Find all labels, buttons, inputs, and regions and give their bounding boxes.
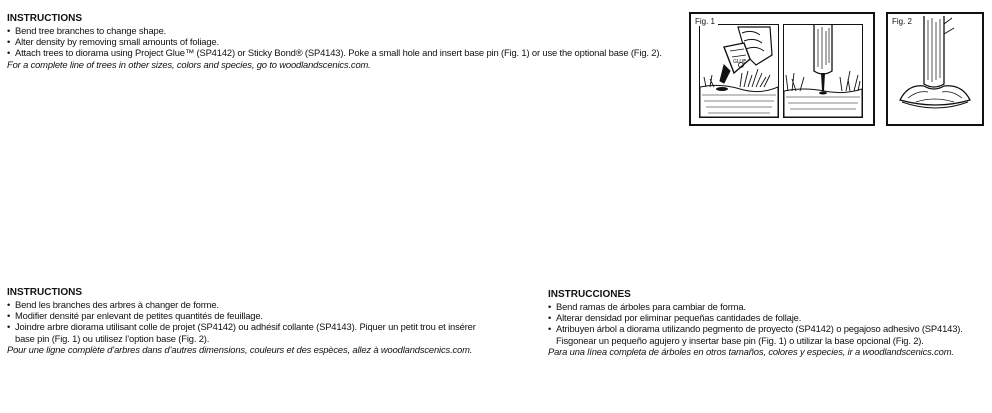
footer-note: Pour une ligne complète d’arbres dans d’autres dimensions, couleurs et des espèces, allez à woodlandscenics.com. <box>7 343 473 355</box>
list-item: • Modifier densité par enlevant de petites quantités de feuillage. <box>7 310 477 321</box>
list-item: • Bend tree branches to change shape. <box>7 25 677 36</box>
footer-note: Para una línea completa de árboles en otros tamaños, colores y especies, ir a woodlandscenics.com. <box>548 345 954 357</box>
figure-1 <box>689 12 875 126</box>
instructions-list <box>7 25 677 59</box>
glue-bottle-illustration <box>700 25 778 117</box>
figure-1-label: Fig. 1 <box>695 17 718 26</box>
instructions-spanish <box>548 289 984 357</box>
figure-1-panel-pin <box>783 24 863 118</box>
instructions-list <box>7 299 477 344</box>
instructions-list <box>548 301 984 346</box>
figure-1-panel-glue <box>699 24 779 118</box>
base-pin-illustration <box>784 25 862 117</box>
instructions-heading: INSTRUCCIONES <box>548 289 631 300</box>
list-item: • Alter density by removing small amounts of foliage. <box>7 36 677 47</box>
list-item: • Alterar densidad por eliminar pequeñas cantidades de follaje. <box>548 312 984 323</box>
list-item: • Bend les branches des arbres à changer de forme. <box>7 299 477 310</box>
footer-note: For a complete line of trees in other sizes, colors and species, go to woodlandscenics.com. <box>7 58 371 70</box>
figure-2-label: Fig. 2 <box>892 17 915 26</box>
instructions-heading: INSTRUCTIONS <box>7 287 82 298</box>
list-item: • Bend ramas de árboles para cambiar de forma. <box>548 301 984 312</box>
list-item: • Joindre arbre diorama utilisant colle de projet (SP4142) ou adhésif collante (SP4143). Piquer un petit trou et insérer base pin (Fig. 1) ou utilisez l’option base (Fig. 2). <box>7 321 477 343</box>
instructions-english <box>7 13 677 70</box>
instructions-heading: INSTRUCTIONS <box>7 13 82 24</box>
list-item: • Atribuyen árbol a diorama utilizando pegmento de proyecto (SP4142) o pegajoso adhesivo (SP4143). Fisgonear un pequeño agujero y insertar base pin (Fig. 1) o utilizar la base opcional (Fig. 2). <box>548 323 984 345</box>
figure-2 <box>886 12 984 126</box>
list-item: • Attach trees to diorama using Project Glue™ (SP4142) or Sticky Bond® (SP4143). Poke a small hole and insert base pin (Fig. 1) or use the optional base (Fig. 2). <box>7 47 677 58</box>
instructions-french <box>7 287 477 355</box>
svg-text:GLUE: GLUE <box>733 59 747 65</box>
optional-base-illustration <box>888 14 982 124</box>
